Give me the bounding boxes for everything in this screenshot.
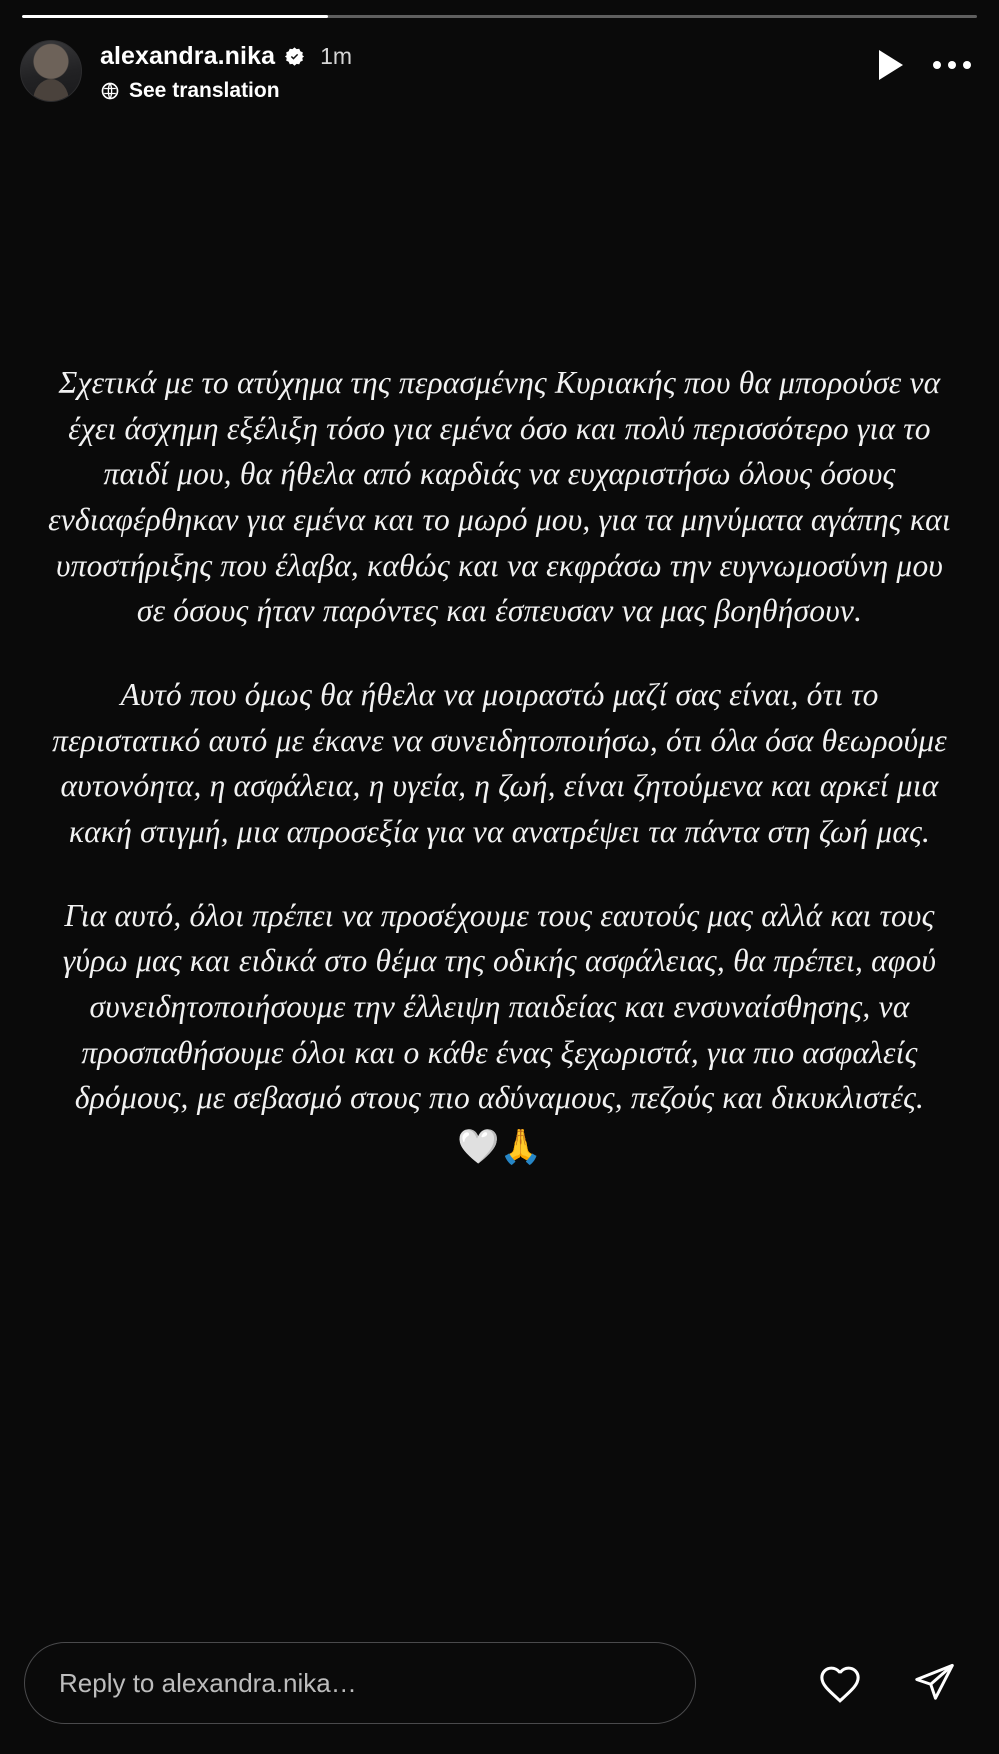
story-emoji-line: 🤍🙏 (457, 1128, 542, 1167)
progress-fill (22, 15, 328, 18)
reply-input[interactable] (24, 1642, 696, 1724)
verified-badge-icon (284, 46, 305, 67)
story-header-line-primary (100, 42, 352, 71)
share-icon[interactable] (911, 1661, 957, 1705)
like-icon[interactable] (817, 1662, 863, 1704)
story-text-content (44, 360, 955, 1168)
play-icon[interactable] (879, 50, 903, 80)
translate-icon (100, 81, 120, 101)
reply-placeholder-label: Reply to alexandra.nika… (59, 1667, 357, 1698)
story-paragraph: Για αυτό, όλοι πρέπει να προσέχουμε τους εαυτούς μας αλλά και τους γύρω μας και ειδικά στο θέμα της οδικής ασφάλειας, θα πρέπει, αφού συνειδητοποιήσουμε την έλλειψη παιδείας και ενσυναίσθησης, να προσπαθήσουμε όλοι και ο κάθε ένας ξεχωριστά, για πιο ασφαλείς δρόμους, με σεβασμό στους πιο αδύναμους, πεζούς και δικυκλιστές. (62, 897, 937, 1116)
story-footer-actions (817, 1661, 975, 1705)
progress-track (22, 15, 977, 18)
story-timestamp: 1m (320, 43, 353, 69)
avatar[interactable] (20, 40, 82, 102)
story-header-text (100, 38, 352, 103)
story-header-actions (879, 38, 979, 80)
story-footer (24, 1640, 975, 1726)
more-options-icon[interactable] (933, 61, 971, 69)
story-progress-bar[interactable] (22, 14, 977, 18)
see-translation-label: See translation (129, 79, 280, 102)
story-paragraph: Αυτό που όμως θα ήθελα να μοιραστώ μαζί σας είναι, ότι το περιστατικό αυτό με έκανε να συνειδητοποιήσω, ότι όλα όσα θεωρούμε αυτονόητα, η ασφάλεια, η υγεία, η ζωή, είναι ζητούμενα και αρκεί μια κακή στιγμή, μια απροσεξία για να ανατρέψει τα πάντα στη ζωή μας. (52, 677, 947, 850)
story-header (20, 38, 979, 118)
username-label[interactable]: alexandra.nika (100, 42, 276, 70)
story-paragraph: Σχετικά με το ατύχημα της περασμένης Κυριακής που θα μπορούσε να έχει άσχημη εξέλιξη τόσο για εμένα όσο και πολύ περισσότερο για το παιδί μου, θα ήθελα από καρδιάς να ευχαριστήσω όλους όσους ενδιαφέρθηκαν για εμένα και το μωρό μου, για τα μηνύματα αγάπης και υποστήριξης που έλαβα, καθώς και να εκφράσω την ευγνωμοσύνη μου σε όσους ήταν παρόντες και έσπευσαν να μας βοηθήσουν. (48, 365, 951, 629)
see-translation-button[interactable] (100, 79, 352, 103)
